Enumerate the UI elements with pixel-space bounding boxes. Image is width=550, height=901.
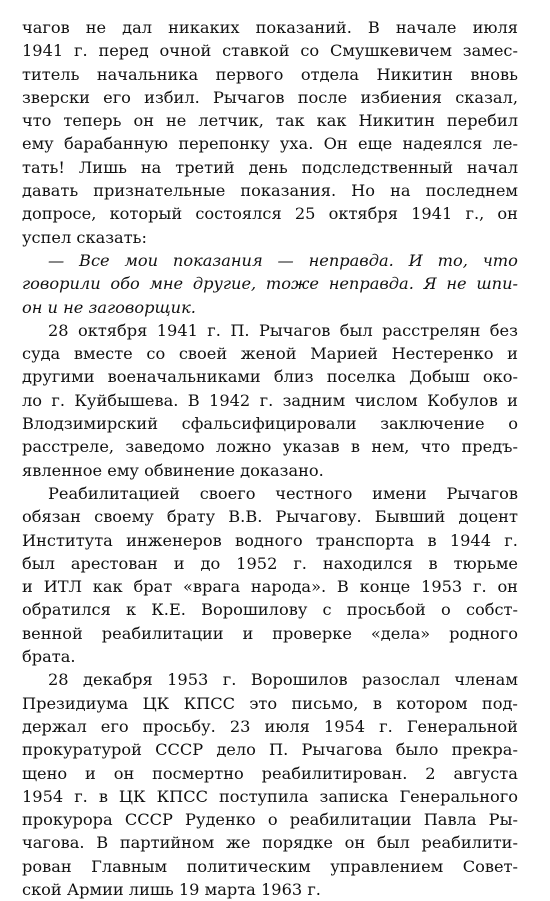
text-line: ло г. Куйбышева. В 1942 г. задним числом Кобулов и (22, 390, 518, 410)
text-line: ской Армии лишь 19 марта 1963 г. (22, 879, 321, 899)
text-line: тать! Лишь на третий день подследственный начал (22, 157, 518, 177)
text-line: расстреле, заведомо ложно указав в нем, что предъ- (22, 437, 518, 457)
paragraph (22, 482, 518, 668)
text-line: чагов не дал никаких показаний. В начале июля (22, 18, 518, 37)
text-line: допросе, который состоялся 25 октября 1941 г., он (22, 204, 518, 224)
text-line: 1954 г. в ЦК КПСС поступила записка Генерального (22, 786, 518, 806)
text-line: прокуратурой СССР дело П. Рычагова было прекра- (22, 740, 518, 760)
text-line: суда вместе со своей женой Марией Нестеренко и (22, 344, 518, 364)
text-line: венной реабилитации и проверке «дела» родного (22, 623, 518, 643)
text-line: он и не заговорщик. (22, 297, 196, 317)
text-line: что теперь он не летчик, так как Никитин перебил (22, 111, 518, 131)
text-line: прокурора СССР Руденко о реабилитации Павла Ры- (22, 810, 518, 830)
text-line: другими военачальниками близ поселка Добыш око- (22, 367, 518, 387)
text-line: Президиума ЦК КПСС это письмо, в котором под- (22, 693, 518, 713)
paragraph (22, 16, 518, 249)
text-line: 28 октября 1941 г. П. Рычагов был расстрелян без (48, 320, 518, 340)
text-line: и ИТЛ как брат «врага народа». В конце 1953 г. он (22, 577, 518, 597)
text-line: 1941 г. перед очной ставкой со Смушкевичем замес- (22, 41, 518, 61)
text-line: брата. (22, 647, 76, 667)
text-line: титель начальника первого отдела Никитин вновь (22, 64, 518, 84)
text-line: чагова. В партийном же порядке он был реабилити- (22, 833, 518, 853)
text-line: успел сказать: (22, 227, 147, 247)
text-line: был арестован и до 1952 г. находился в тюрьме (22, 553, 518, 573)
text-line: ему барабанную перепонку уха. Он еще надеялся ле- (22, 134, 518, 154)
text-line: обратился к К.Е. Ворошилову с просьбой о собст- (22, 600, 518, 620)
book-page (22, 16, 518, 901)
text-line: — Все мои показания — неправда. И то, что (48, 250, 518, 270)
paragraph (22, 319, 518, 482)
text-line: говорили обо мне другие, тоже неправда. Я не шпи- (22, 274, 518, 294)
text-line: 28 декабря 1953 г. Ворошилов разослал членам (48, 670, 518, 690)
text-line: Влодзимирский сфальсифицировали заключение о (22, 414, 518, 434)
quote-paragraph (22, 249, 518, 319)
text-line: держал его просьбу. 23 июля 1954 г. Генеральной (22, 716, 518, 736)
text-line: обязан своему брату В.В. Рычагову. Бывший доцент (22, 507, 518, 527)
text-line: давать признательные показания. Но на последнем (22, 181, 518, 201)
text-line: зверски его избил. Рычагов после избиения сказал, (22, 87, 518, 107)
paragraph (22, 668, 518, 901)
text-line: рован Главным политическим управлением Совет- (22, 856, 518, 876)
text-line: Института инженеров водного транспорта в 1944 г. (22, 530, 518, 550)
text-line: Реабилитацией своего честного имени Рычагов (48, 483, 518, 503)
text-line: щено и он посмертно реабилитирован. 2 августа (22, 763, 518, 783)
text-line: явленное ему обвинение доказано. (22, 460, 324, 480)
